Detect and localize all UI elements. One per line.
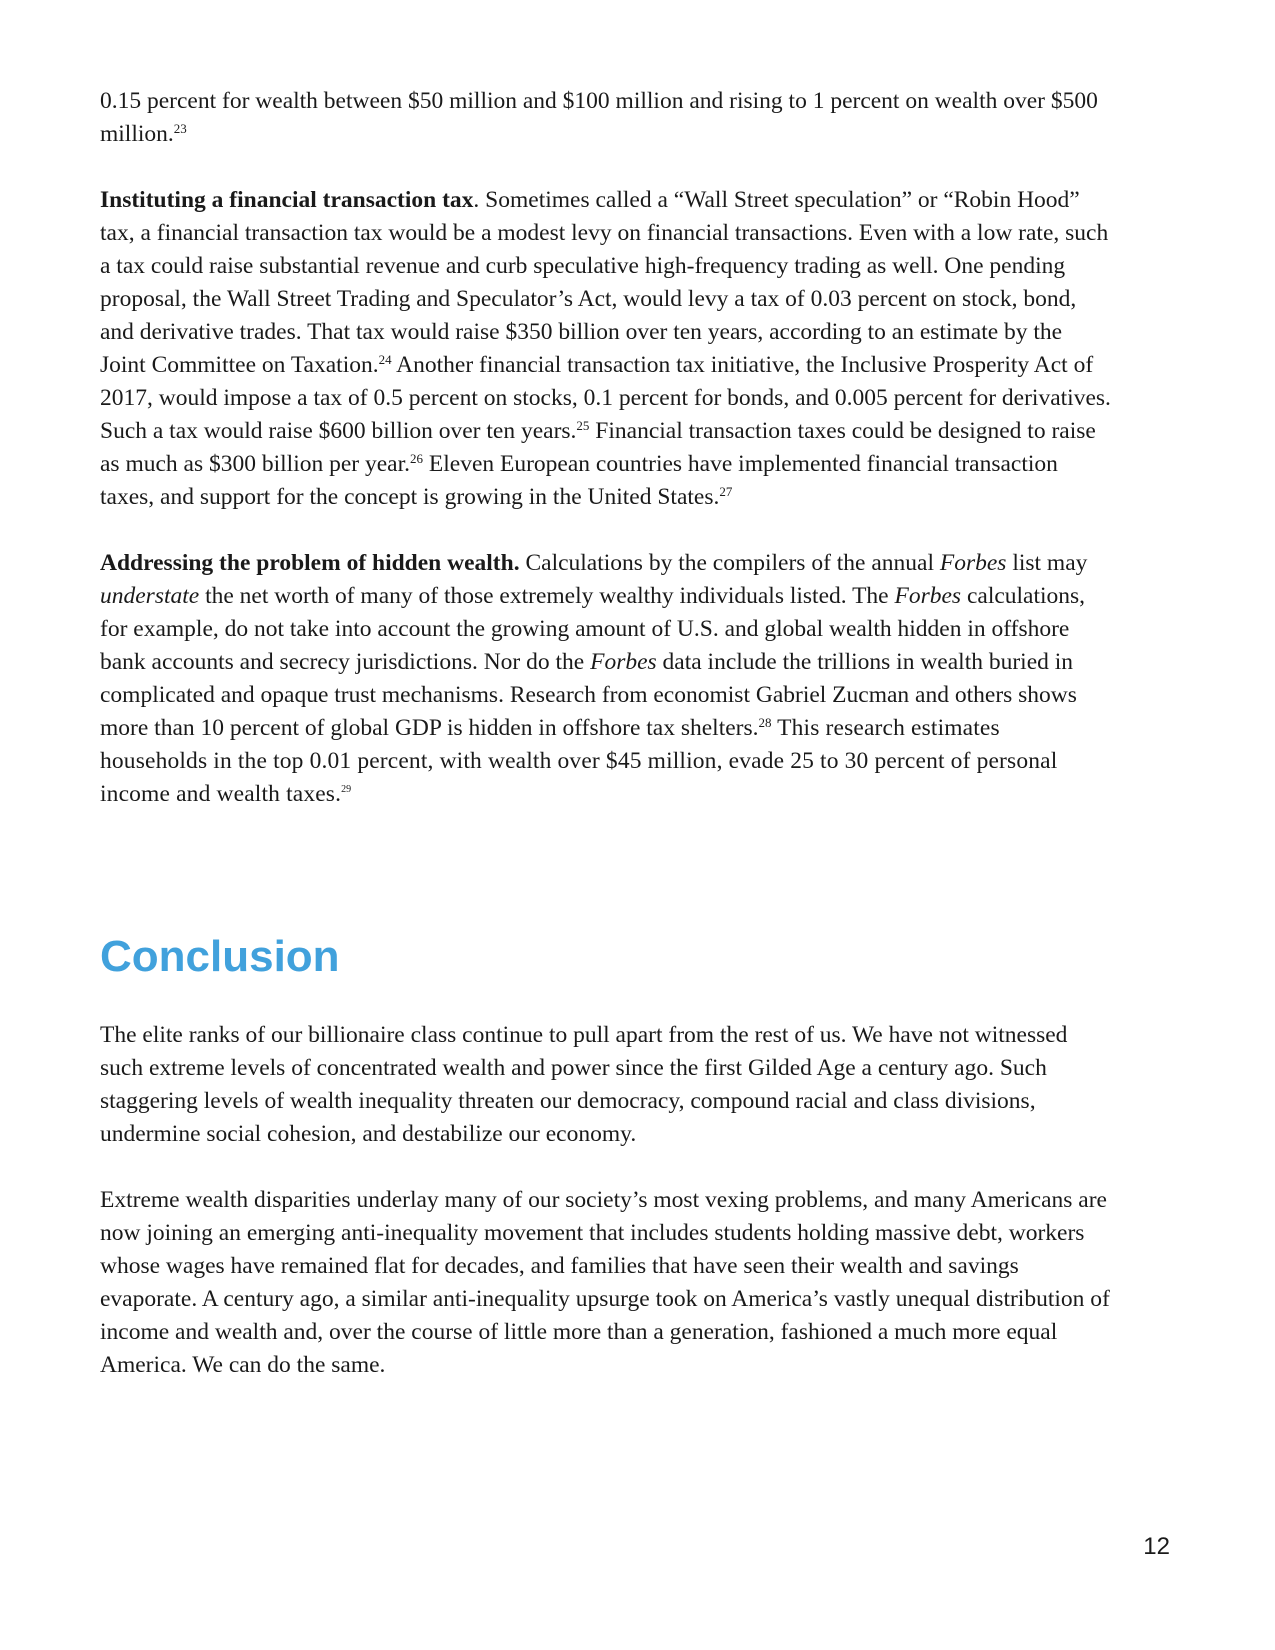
paragraph-wealth-tax-rates — [100, 85, 1112, 151]
footnote-reference: 27 — [719, 484, 733, 499]
text-run: Financial transaction taxes could be designed to raise as much as $300 billion per year. — [100, 418, 1096, 477]
page-content — [100, 85, 1112, 1415]
paragraph-financial-transaction-tax — [100, 184, 1112, 514]
footnote-reference: 23 — [173, 121, 187, 136]
text-run: Eleven European countries have implemented financial transaction taxes, and support for the concept is growing in the United States. — [100, 451, 1058, 510]
text-run: . Sometimes called a “Wall Street speculation” or “Robin Hood” tax, a financial transaction tax would be a modest levy on financial transactions. Even with a low rate, such a tax could raise substantial revenue and curb speculative high-frequency trading as well. One pending proposal, the Wall Street Trading and Speculator’s Act, would levy a tax of 0.03 percent on stock, bond, and derivative trades. That tax would raise $350 billion over ten years, according to an estimate by the Joint Committee on Taxation. — [100, 187, 1109, 378]
paragraph-conclusion-elite-ranks — [100, 1019, 1112, 1151]
text-run: calculations, for example, do not take into account the growing amount of U.S. and global wealth hidden in offshore bank accounts and secrecy jurisdictions. Nor do the — [100, 583, 1086, 675]
text-run: Instituting a financial transaction tax — [100, 187, 474, 213]
text-run: list may — [1006, 550, 1088, 576]
text-run: 0.15 percent for wealth between $50 million and $100 million and rising to 1 percent on wealth over $500 million. — [100, 88, 1098, 147]
footnote-reference: 26 — [410, 451, 423, 466]
footnote-reference: 29 — [341, 784, 352, 795]
paragraph-hidden-wealth — [100, 547, 1112, 811]
text-run: Forbes — [590, 649, 657, 675]
text-run: the net worth of many of those extremely wealthy individuals listed. The — [199, 583, 895, 609]
text-run: This research estimates households in the top 0.01 percent, with wealth over $45 million, evade 25 to 30 percent of personal income and wealth taxes. — [100, 715, 1058, 807]
page-number: 12 — [1143, 1533, 1170, 1560]
text-run: Extreme wealth disparities underlay many of our society’s most vexing problems, and many Americans are now joining an emerging anti-inequality movement that includes students holding massive debt, workers whose wages have remained flat for decades, and families that have seen their wealth and savings evaporate. A century ago, a similar anti-inequality upsurge took on America’s vastly unequal distribution of income and wealth and, over the course of little more than a generation, fashioned a much more equal America. We can do the same. — [100, 1187, 1110, 1378]
text-run: Calculations by the compilers of the annual — [519, 550, 940, 576]
footnote-reference: 24 — [378, 352, 392, 367]
text-run: Forbes — [939, 550, 1007, 576]
text-run: Another financial transaction tax initiative, the Inclusive Prosperity Act of 2017, would impose a tax of 0.5 percent on stocks, 0.1 percent for bonds, and 0.005 percent for derivatives. Such a tax would raise $600 billion over ten years. — [100, 352, 1111, 444]
paragraph-conclusion-disparities — [100, 1184, 1112, 1382]
conclusion-heading: Conclusion — [100, 932, 340, 981]
text-run: understate — [100, 583, 200, 609]
text-run: Forbes — [894, 583, 962, 609]
text-run: data include the trillions in wealth buried in complicated and opaque trust mechanisms. Research from economist Gabriel Zucman and others shows more than 10 percent of global GDP is hidden in offshore tax shelters. — [100, 649, 1077, 741]
text-run: Addressing the problem of hidden wealth. — [100, 550, 520, 576]
text-run: The elite ranks of our billionaire class continue to pull apart from the rest of us. We have not witnessed such extreme levels of concentrated wealth and power since the first Gilded Age a century ago. Such staggering levels of wealth inequality threaten our democracy, compound racial and class divisions, undermine social cohesion, and destabilize our economy. — [100, 1022, 1068, 1147]
footnote-reference: 25 — [576, 418, 590, 433]
footnote-reference: 28 — [758, 715, 772, 730]
